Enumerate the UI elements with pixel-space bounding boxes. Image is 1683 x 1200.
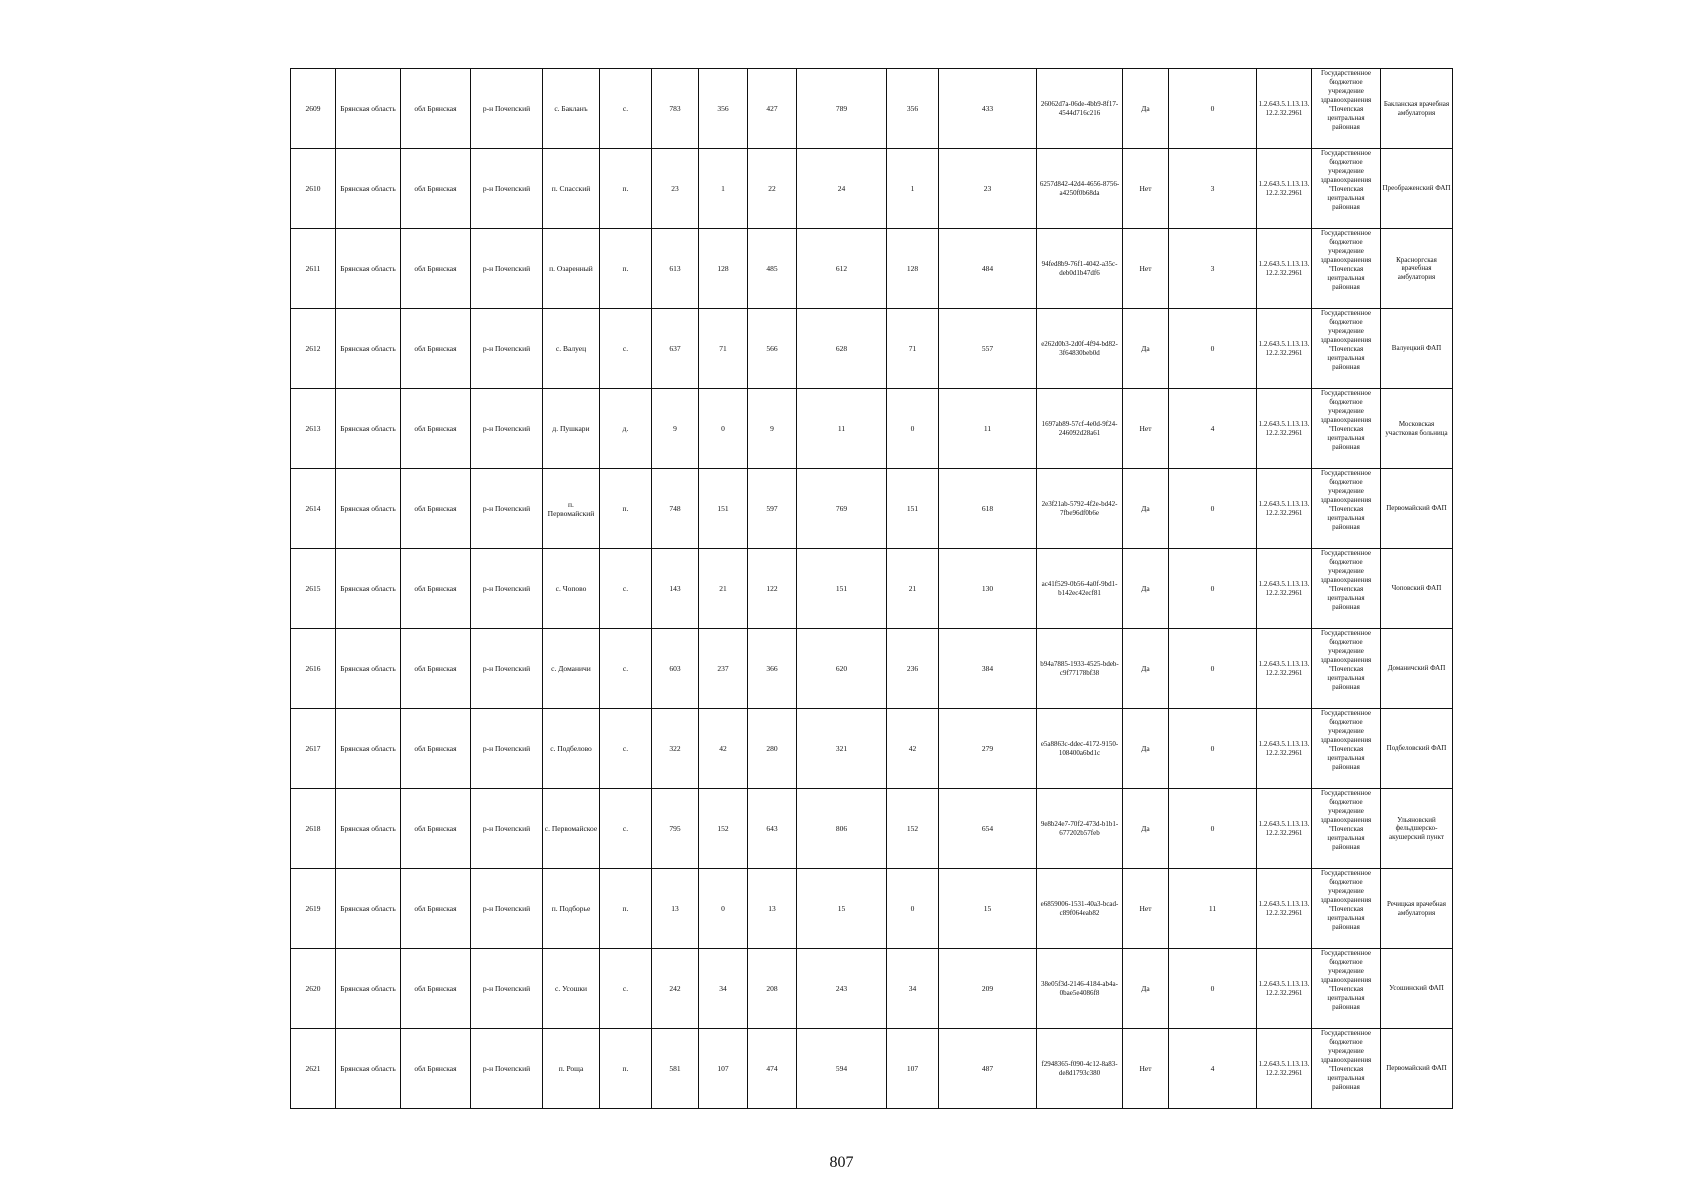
table-row bbox=[291, 309, 1453, 389]
cell-facility: Усошинский ФАП bbox=[1381, 949, 1453, 1029]
cell-c5: 152 bbox=[887, 789, 939, 869]
cell-c5: 0 bbox=[887, 869, 939, 949]
cell-c1: 783 bbox=[652, 69, 699, 149]
table-row bbox=[291, 389, 1453, 469]
cell-c1: 637 bbox=[652, 309, 699, 389]
cell-c4: 11 bbox=[797, 389, 887, 469]
cell-oblast: обл Брянская bbox=[401, 469, 471, 549]
cell-c3: 366 bbox=[748, 629, 797, 709]
cell-c3: 13 bbox=[748, 869, 797, 949]
cell-type: с. bbox=[600, 69, 652, 149]
cell-c6: 433 bbox=[939, 69, 1037, 149]
cell-settlement: д. Пушкари bbox=[543, 389, 600, 469]
cell-oblast: обл Брянская bbox=[401, 1029, 471, 1109]
cell-facility: Московская участковая больница bbox=[1381, 389, 1453, 469]
cell-flag: Да bbox=[1123, 629, 1169, 709]
cell-c5: 151 bbox=[887, 469, 939, 549]
cell-c4: 620 bbox=[797, 629, 887, 709]
cell-c3: 474 bbox=[748, 1029, 797, 1109]
cell-facility: Подбеловский ФАП bbox=[1381, 709, 1453, 789]
cell-org: Государственное бюджетное учреждение здравоохранения "Почепская центральная районная bbox=[1312, 789, 1381, 869]
cell-flag: Да bbox=[1123, 789, 1169, 869]
settlements-table bbox=[290, 68, 1453, 1109]
cell-c2: 71 bbox=[699, 309, 748, 389]
cell-region: Брянская область bbox=[336, 949, 401, 1029]
cell-c6: 279 bbox=[939, 709, 1037, 789]
table-row bbox=[291, 149, 1453, 229]
cell-c1: 748 bbox=[652, 469, 699, 549]
cell-region: Брянская область bbox=[336, 309, 401, 389]
cell-org: Государственное бюджетное учреждение здравоохранения "Почепская центральная районная bbox=[1312, 469, 1381, 549]
cell-settlement: с. Доманичи bbox=[543, 629, 600, 709]
cell-facility: Первомайский ФАП bbox=[1381, 469, 1453, 549]
cell-c1: 13 bbox=[652, 869, 699, 949]
cell-c5: 107 bbox=[887, 1029, 939, 1109]
cell-oblast: обл Брянская bbox=[401, 789, 471, 869]
cell-count: 0 bbox=[1169, 469, 1257, 549]
cell-c2: 151 bbox=[699, 469, 748, 549]
cell-org: Государственное бюджетное учреждение здравоохранения "Почепская центральная районная bbox=[1312, 629, 1381, 709]
cell-c1: 795 bbox=[652, 789, 699, 869]
cell-type: п. bbox=[600, 869, 652, 949]
cell-facility: Первомайский ФАП bbox=[1381, 1029, 1453, 1109]
cell-c4: 806 bbox=[797, 789, 887, 869]
cell-c3: 427 bbox=[748, 69, 797, 149]
cell-flag: Нет bbox=[1123, 1029, 1169, 1109]
cell-count: 0 bbox=[1169, 309, 1257, 389]
cell-c5: 236 bbox=[887, 629, 939, 709]
cell-num: 2621 bbox=[291, 1029, 336, 1109]
table-row bbox=[291, 789, 1453, 869]
cell-guid: ac41f529-0b56-4a0f-9bd1-b142ec42ecf81 bbox=[1037, 549, 1123, 629]
cell-oblast: обл Брянская bbox=[401, 149, 471, 229]
cell-num: 2620 bbox=[291, 949, 336, 1029]
cell-c4: 789 bbox=[797, 69, 887, 149]
cell-rayon: р-н Почепский bbox=[471, 309, 543, 389]
cell-settlement: п. Озаренный bbox=[543, 229, 600, 309]
cell-type: д. bbox=[600, 389, 652, 469]
cell-num: 2609 bbox=[291, 69, 336, 149]
cell-count: 4 bbox=[1169, 1029, 1257, 1109]
cell-count: 3 bbox=[1169, 229, 1257, 309]
cell-c6: 130 bbox=[939, 549, 1037, 629]
cell-guid: e5a8863c-ddec-4172-9150-108400a6bd1c bbox=[1037, 709, 1123, 789]
cell-org: Государственное бюджетное учреждение здравоохранения "Почепская центральная районная bbox=[1312, 869, 1381, 949]
cell-count: 0 bbox=[1169, 69, 1257, 149]
cell-c6: 209 bbox=[939, 949, 1037, 1029]
cell-c6: 15 bbox=[939, 869, 1037, 949]
cell-c3: 22 bbox=[748, 149, 797, 229]
table-row bbox=[291, 629, 1453, 709]
cell-code: 1.2.643.5.1.13.13.12.2.32.2961 bbox=[1257, 1029, 1312, 1109]
cell-oblast: обл Брянская bbox=[401, 309, 471, 389]
table-row bbox=[291, 69, 1453, 149]
cell-rayon: р-н Почепский bbox=[471, 469, 543, 549]
cell-guid: 9e8b24e7-70f2-473d-b1b1-677202b57feb bbox=[1037, 789, 1123, 869]
cell-c1: 581 bbox=[652, 1029, 699, 1109]
cell-c3: 122 bbox=[748, 549, 797, 629]
cell-org: Государственное бюджетное учреждение здравоохранения "Почепская центральная районная bbox=[1312, 69, 1381, 149]
cell-c4: 769 bbox=[797, 469, 887, 549]
cell-c5: 42 bbox=[887, 709, 939, 789]
cell-c6: 487 bbox=[939, 1029, 1037, 1109]
cell-settlement: с. Чоповo bbox=[543, 549, 600, 629]
cell-settlement: с. Подбелово bbox=[543, 709, 600, 789]
cell-oblast: обл Брянская bbox=[401, 229, 471, 309]
cell-region: Брянская область bbox=[336, 549, 401, 629]
cell-flag: Да bbox=[1123, 469, 1169, 549]
cell-c5: 356 bbox=[887, 69, 939, 149]
table-row bbox=[291, 869, 1453, 949]
cell-c3: 566 bbox=[748, 309, 797, 389]
cell-c2: 1 bbox=[699, 149, 748, 229]
cell-code: 1.2.643.5.1.13.13.12.2.32.2961 bbox=[1257, 709, 1312, 789]
cell-type: с. bbox=[600, 949, 652, 1029]
cell-c2: 21 bbox=[699, 549, 748, 629]
cell-count: 4 bbox=[1169, 389, 1257, 469]
cell-code: 1.2.643.5.1.13.13.12.2.32.2961 bbox=[1257, 469, 1312, 549]
cell-guid: e6859006-1531-40a3-bcad-c89f064eab82 bbox=[1037, 869, 1123, 949]
cell-region: Брянская область bbox=[336, 789, 401, 869]
cell-type: п. bbox=[600, 469, 652, 549]
cell-guid: 94fed8b9-76f1-4042-a35c-deb0d1b47df6 bbox=[1037, 229, 1123, 309]
cell-c5: 1 bbox=[887, 149, 939, 229]
cell-flag: Да bbox=[1123, 69, 1169, 149]
cell-c1: 242 bbox=[652, 949, 699, 1029]
cell-guid: 6257d842-42d4-4656-8756-a4250f0b68da bbox=[1037, 149, 1123, 229]
cell-settlement: п. Первомайский bbox=[543, 469, 600, 549]
cell-c4: 321 bbox=[797, 709, 887, 789]
cell-c2: 237 bbox=[699, 629, 748, 709]
cell-region: Брянская область bbox=[336, 149, 401, 229]
cell-flag: Да bbox=[1123, 949, 1169, 1029]
cell-flag: Да bbox=[1123, 309, 1169, 389]
cell-c6: 557 bbox=[939, 309, 1037, 389]
cell-flag: Нет bbox=[1123, 389, 1169, 469]
cell-code: 1.2.643.5.1.13.13.12.2.32.2961 bbox=[1257, 789, 1312, 869]
table-row bbox=[291, 229, 1453, 309]
cell-c3: 643 bbox=[748, 789, 797, 869]
cell-flag: Да bbox=[1123, 549, 1169, 629]
cell-type: п. bbox=[600, 149, 652, 229]
cell-region: Брянская область bbox=[336, 1029, 401, 1109]
cell-count: 0 bbox=[1169, 709, 1257, 789]
cell-oblast: обл Брянская bbox=[401, 629, 471, 709]
cell-count: 0 bbox=[1169, 949, 1257, 1029]
cell-count: 0 bbox=[1169, 789, 1257, 869]
cell-region: Брянская область bbox=[336, 869, 401, 949]
cell-org: Государственное бюджетное учреждение здравоохранения "Почепская центральная районная bbox=[1312, 549, 1381, 629]
cell-c5: 34 bbox=[887, 949, 939, 1029]
cell-facility: Валуецкий ФАП bbox=[1381, 309, 1453, 389]
cell-c2: 107 bbox=[699, 1029, 748, 1109]
cell-org: Государственное бюджетное учреждение здравоохранения "Почепская центральная районная bbox=[1312, 389, 1381, 469]
cell-org: Государственное бюджетное учреждение здравоохранения "Почепская центральная районная bbox=[1312, 229, 1381, 309]
cell-guid: 2e3f21ab-5792-4f2e-bd42-7fbe96df0b6e bbox=[1037, 469, 1123, 549]
cell-count: 0 bbox=[1169, 629, 1257, 709]
cell-c2: 0 bbox=[699, 389, 748, 469]
cell-num: 2619 bbox=[291, 869, 336, 949]
cell-c4: 243 bbox=[797, 949, 887, 1029]
cell-org: Государственное бюджетное учреждение здравоохранения "Почепская центральная районная bbox=[1312, 949, 1381, 1029]
cell-c6: 484 bbox=[939, 229, 1037, 309]
table-row bbox=[291, 709, 1453, 789]
cell-org: Государственное бюджетное учреждение здравоохранения "Почепская центральная районная bbox=[1312, 149, 1381, 229]
cell-oblast: обл Брянская bbox=[401, 549, 471, 629]
cell-c1: 9 bbox=[652, 389, 699, 469]
table-row bbox=[291, 469, 1453, 549]
cell-org: Государственное бюджетное учреждение здравоохранения "Почепская центральная районная bbox=[1312, 309, 1381, 389]
cell-oblast: обл Брянская bbox=[401, 869, 471, 949]
cell-num: 2617 bbox=[291, 709, 336, 789]
cell-guid: 1697ab89-57cf-4e0d-9f24-246092d28a61 bbox=[1037, 389, 1123, 469]
table-row bbox=[291, 549, 1453, 629]
cell-c2: 34 bbox=[699, 949, 748, 1029]
cell-region: Брянская область bbox=[336, 469, 401, 549]
cell-num: 2618 bbox=[291, 789, 336, 869]
cell-c6: 384 bbox=[939, 629, 1037, 709]
table-body bbox=[291, 69, 1453, 1109]
cell-num: 2611 bbox=[291, 229, 336, 309]
table-row bbox=[291, 1029, 1453, 1109]
cell-c1: 23 bbox=[652, 149, 699, 229]
cell-facility: Красноргская врачебная амбулатория bbox=[1381, 229, 1453, 309]
data-sheet bbox=[290, 68, 1452, 1109]
cell-code: 1.2.643.5.1.13.13.12.2.32.2961 bbox=[1257, 949, 1312, 1029]
cell-c3: 280 bbox=[748, 709, 797, 789]
cell-c5: 71 bbox=[887, 309, 939, 389]
cell-rayon: р-н Почепский bbox=[471, 629, 543, 709]
cell-settlement: п. Роща bbox=[543, 1029, 600, 1109]
cell-code: 1.2.643.5.1.13.13.12.2.32.2961 bbox=[1257, 229, 1312, 309]
cell-org: Государственное бюджетное учреждение здравоохранения "Почепская центральная районная bbox=[1312, 1029, 1381, 1109]
cell-org: Государственное бюджетное учреждение здравоохранения "Почепская центральная районная bbox=[1312, 709, 1381, 789]
cell-flag: Нет bbox=[1123, 869, 1169, 949]
cell-c4: 151 bbox=[797, 549, 887, 629]
cell-c4: 15 bbox=[797, 869, 887, 949]
cell-c2: 128 bbox=[699, 229, 748, 309]
cell-guid: 38e05f3d-2146-4184-ab4a-0bae5e4086f8 bbox=[1037, 949, 1123, 1029]
cell-rayon: р-н Почепский bbox=[471, 69, 543, 149]
cell-facility: Речицкая врачебная амбулатория bbox=[1381, 869, 1453, 949]
table-row bbox=[291, 949, 1453, 1029]
cell-settlement: п. Подборье bbox=[543, 869, 600, 949]
cell-count: 11 bbox=[1169, 869, 1257, 949]
cell-c2: 152 bbox=[699, 789, 748, 869]
cell-guid: 26062d7a-06de-4bb9-8f17-4544d716c216 bbox=[1037, 69, 1123, 149]
cell-c2: 42 bbox=[699, 709, 748, 789]
cell-flag: Нет bbox=[1123, 229, 1169, 309]
cell-type: с. bbox=[600, 709, 652, 789]
cell-c5: 0 bbox=[887, 389, 939, 469]
cell-facility: Бакланская врачебная амбулатория bbox=[1381, 69, 1453, 149]
cell-c5: 128 bbox=[887, 229, 939, 309]
cell-type: п. bbox=[600, 1029, 652, 1109]
cell-num: 2614 bbox=[291, 469, 336, 549]
cell-c6: 654 bbox=[939, 789, 1037, 869]
cell-code: 1.2.643.5.1.13.13.12.2.32.2961 bbox=[1257, 629, 1312, 709]
cell-c2: 356 bbox=[699, 69, 748, 149]
cell-rayon: р-н Почепский bbox=[471, 229, 543, 309]
cell-type: с. bbox=[600, 309, 652, 389]
cell-num: 2616 bbox=[291, 629, 336, 709]
cell-oblast: обл Брянская bbox=[401, 389, 471, 469]
cell-rayon: р-н Почепский bbox=[471, 869, 543, 949]
cell-code: 1.2.643.5.1.13.13.12.2.32.2961 bbox=[1257, 549, 1312, 629]
cell-region: Брянская область bbox=[336, 69, 401, 149]
cell-code: 1.2.643.5.1.13.13.12.2.32.2961 bbox=[1257, 389, 1312, 469]
cell-rayon: р-н Почепский bbox=[471, 549, 543, 629]
cell-facility: Преображенский ФАП bbox=[1381, 149, 1453, 229]
cell-code: 1.2.643.5.1.13.13.12.2.32.2961 bbox=[1257, 869, 1312, 949]
cell-code: 1.2.643.5.1.13.13.12.2.32.2961 bbox=[1257, 69, 1312, 149]
cell-guid: e262d0b3-2d0f-4f94-bd82-3f64830beb0d bbox=[1037, 309, 1123, 389]
cell-facility: Доманичский ФАП bbox=[1381, 629, 1453, 709]
cell-c3: 208 bbox=[748, 949, 797, 1029]
cell-type: п. bbox=[600, 229, 652, 309]
cell-settlement: с. Первомайское bbox=[543, 789, 600, 869]
cell-num: 2612 bbox=[291, 309, 336, 389]
cell-settlement: с. Валуец bbox=[543, 309, 600, 389]
cell-code: 1.2.643.5.1.13.13.12.2.32.2961 bbox=[1257, 149, 1312, 229]
cell-c3: 597 bbox=[748, 469, 797, 549]
cell-c4: 594 bbox=[797, 1029, 887, 1109]
cell-settlement: п. Спасский bbox=[543, 149, 600, 229]
cell-num: 2613 bbox=[291, 389, 336, 469]
cell-guid: f2948365-f090-4c12-8a83-de8d1793c380 bbox=[1037, 1029, 1123, 1109]
cell-facility: Ульяновский фельдшерско-акушерский пункт bbox=[1381, 789, 1453, 869]
cell-region: Брянская область bbox=[336, 389, 401, 469]
cell-count: 3 bbox=[1169, 149, 1257, 229]
cell-rayon: р-н Почепский bbox=[471, 1029, 543, 1109]
cell-oblast: обл Брянская bbox=[401, 709, 471, 789]
cell-region: Брянская область bbox=[336, 229, 401, 309]
cell-type: с. bbox=[600, 629, 652, 709]
cell-num: 2610 bbox=[291, 149, 336, 229]
cell-count: 0 bbox=[1169, 549, 1257, 629]
cell-region: Брянская область bbox=[336, 709, 401, 789]
cell-facility: Чоповский ФАП bbox=[1381, 549, 1453, 629]
cell-rayon: р-н Почепский bbox=[471, 789, 543, 869]
cell-c2: 0 bbox=[699, 869, 748, 949]
cell-c4: 628 bbox=[797, 309, 887, 389]
cell-rayon: р-н Почепский bbox=[471, 389, 543, 469]
cell-c1: 322 bbox=[652, 709, 699, 789]
cell-c3: 9 bbox=[748, 389, 797, 469]
cell-c4: 612 bbox=[797, 229, 887, 309]
cell-oblast: обл Брянская bbox=[401, 69, 471, 149]
cell-rayon: р-н Почепский bbox=[471, 149, 543, 229]
cell-rayon: р-н Почепский bbox=[471, 949, 543, 1029]
cell-type: с. bbox=[600, 549, 652, 629]
cell-c5: 21 bbox=[887, 549, 939, 629]
cell-c1: 603 bbox=[652, 629, 699, 709]
cell-guid: b94a7885-1933-4525-bdeb-c9f77178bf38 bbox=[1037, 629, 1123, 709]
cell-flag: Нет bbox=[1123, 149, 1169, 229]
cell-num: 2615 bbox=[291, 549, 336, 629]
cell-c6: 618 bbox=[939, 469, 1037, 549]
cell-c6: 23 bbox=[939, 149, 1037, 229]
cell-oblast: обл Брянская bbox=[401, 949, 471, 1029]
cell-c1: 613 bbox=[652, 229, 699, 309]
cell-c6: 11 bbox=[939, 389, 1037, 469]
cell-code: 1.2.643.5.1.13.13.12.2.32.2961 bbox=[1257, 309, 1312, 389]
cell-c1: 143 bbox=[652, 549, 699, 629]
cell-c4: 24 bbox=[797, 149, 887, 229]
cell-settlement: с. Усошки bbox=[543, 949, 600, 1029]
cell-flag: Да bbox=[1123, 709, 1169, 789]
cell-type: с. bbox=[600, 789, 652, 869]
page-number: 807 bbox=[829, 1154, 854, 1171]
cell-rayon: р-н Почепский bbox=[471, 709, 543, 789]
cell-c3: 485 bbox=[748, 229, 797, 309]
cell-settlement: с. Бакланъ bbox=[543, 69, 600, 149]
cell-region: Брянская область bbox=[336, 629, 401, 709]
